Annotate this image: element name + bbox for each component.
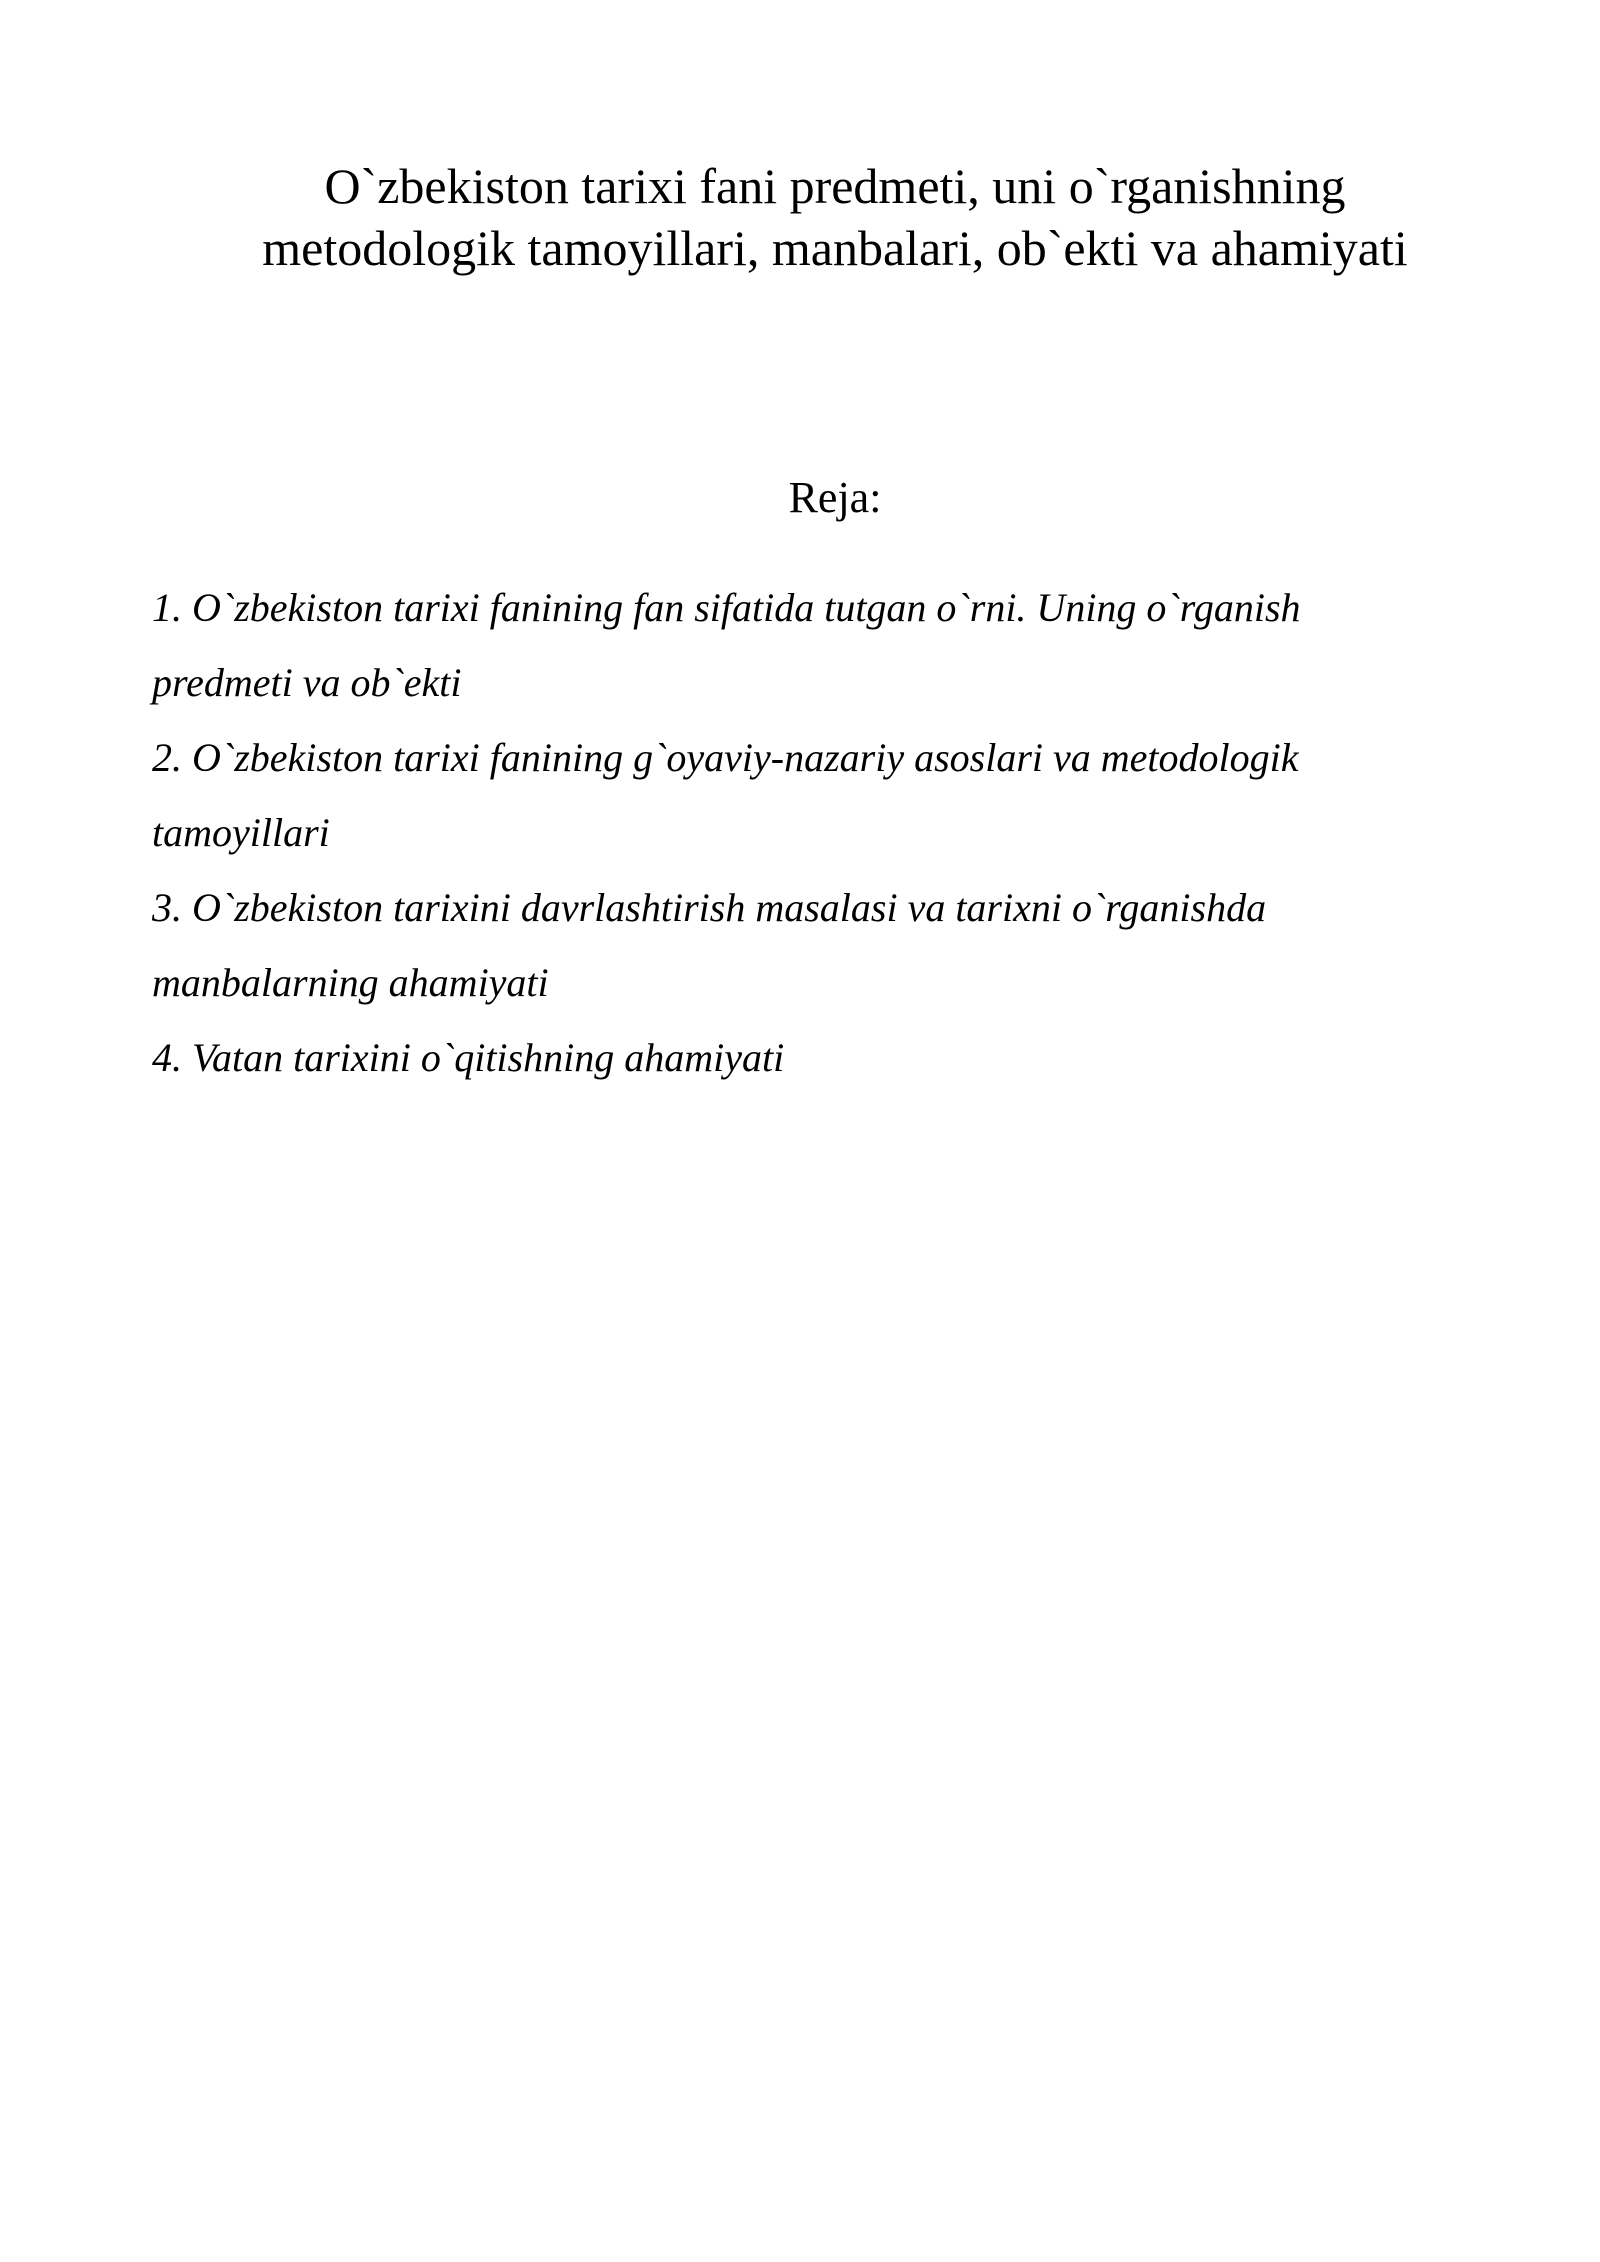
plan-item: 1. O`zbekiston tarixi fanining fan sifatida tutgan o`rni. Uning o`rganish predmeti va ob`ekti — [152, 585, 1301, 705]
plan-heading: Reja: — [788, 473, 882, 522]
document-title: O`zbekiston tarixi fani predmeti, uni o`rganishning metodologik tamoyillari, manbalari, ob`ekti va ahamiyati — [262, 158, 1408, 276]
plan-list — [152, 570, 1442, 1095]
plan-item: 4. Vatan tarixini o`qitishning ahamiyati — [152, 1035, 785, 1080]
plan-item: 2. O`zbekiston tarixi fanining g`oyaviy-nazariy asoslari va metodologik tamoyillari — [152, 735, 1299, 855]
plan-item: 3. O`zbekiston tarixini davrlashtirish masalasi va tarixni o`rganishda manbalarning ahamiyati — [152, 885, 1267, 1005]
